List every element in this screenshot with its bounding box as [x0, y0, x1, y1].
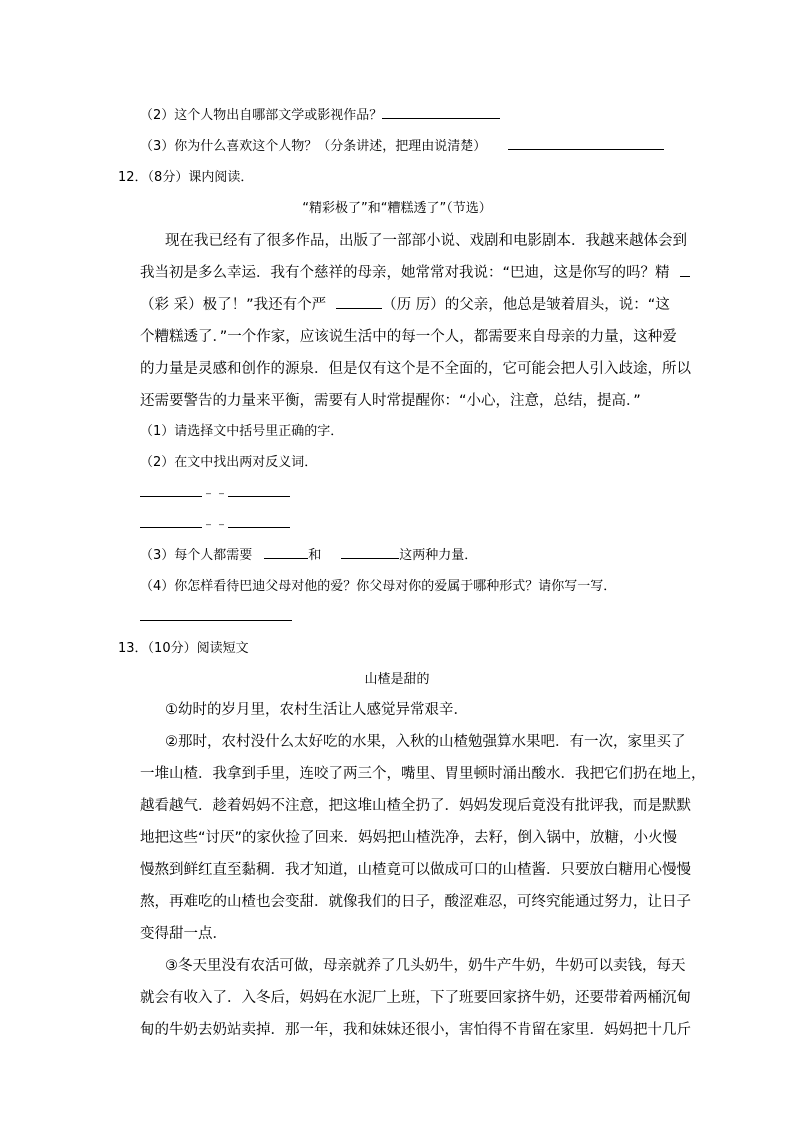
answer-blank[interactable] — [680, 262, 690, 277]
q12-title: “精彩极了”和“糟糕透了”（节选） — [302, 201, 492, 216]
antonym-pair-2: ﹣﹣ — [140, 513, 290, 532]
q13-paragraph-line: 一堆山楂．我拿到手里，连咬了两三个，嘴里、胃里顿时涌出酸水．我把它们扔在地上， — [140, 766, 706, 782]
q13-paragraph-line: ③冬天里没有农活可做，母亲就养了几头奶牛，奶牛产牛奶，牛奶可以卖钱，每天 — [165, 958, 686, 974]
q11-sub2: （2）这个人物出自哪部文学或影视作品？ — [140, 104, 500, 123]
q12-paragraph-line: （彩 采）极了！”我还有个严 （历 厉）的父亲，他总是皱着眉头，说：“这 — [140, 293, 670, 314]
q13-header: 13．（10分）阅读短文 — [118, 641, 249, 656]
q11-sub3: （3）你为什么喜欢这个人物？（分条讲述，把理由说清楚） — [140, 135, 664, 154]
answer-blank[interactable] — [228, 513, 290, 528]
q13-paragraph-line: 熬，再难吃的山楂也会变甜．就像我们的日子，酸涩难忍，可终究能通过努力，让日子 — [140, 894, 691, 910]
q13-paragraph-line: 变得甜一点． — [140, 926, 227, 942]
answer-blank[interactable] — [228, 482, 290, 497]
q13-title: 山楂是甜的 — [364, 672, 430, 687]
q12-paragraph-line: 我当初是多么幸运．我有个慈祥的母亲，她常常对我说：“巴迪，这是你写的吗？精 — [140, 261, 690, 282]
q12-paragraph-line: 现在我已经有了很多作品，出版了一部部小说、戏剧和电影剧本．我越来越体会到 — [165, 233, 687, 249]
q12-sub1: （1）请选择文中括号里正确的字． — [140, 424, 344, 439]
answer-blank[interactable] — [341, 544, 399, 559]
answer-blank[interactable] — [264, 544, 308, 559]
q13-paragraph-line: 慢熬到鲜红直至黏稠．我才知道，山楂竟可以做成可口的山楂酱．只要放白糖用心慢慢 — [140, 862, 691, 878]
antonym-pair-1: ﹣﹣ — [140, 482, 290, 501]
q12-sub3: （3）每个人都需要 和 这两种力量． — [140, 544, 477, 563]
q12-header: 12．（8分）课内阅读． — [118, 170, 254, 185]
q12-paragraph-line: 的力量是灵感和创作的源泉．但是仅有这个是不全面的，它可能会把人引入歧途，所以 — [140, 361, 691, 377]
answer-blank[interactable] — [140, 620, 292, 621]
q13-paragraph-line: ①幼时的岁月里，农村生活让人感觉异常艰辛． — [165, 702, 468, 718]
q12-sub2: （2）在文中找出两对反义词． — [140, 455, 318, 470]
answer-blank[interactable] — [382, 104, 500, 119]
q12-sub4: （4）你怎样看待巴迪父母对他的爱？你父母对你的爱属于哪种形式？请你写一写． — [140, 579, 617, 594]
q12-paragraph-line: 个糟糕透了．”一个作家，应该说生活中的每一个人，都需要来自母亲的力量，这种爱 — [140, 329, 677, 345]
q12-paragraph-line: 还需要警告的力量来平衡，需要有人时常提醒你：“小心，注意，总结，提高．” — [140, 393, 641, 409]
answer-blank[interactable] — [140, 482, 202, 497]
q13-paragraph-line: 地把这些“讨厌”的家伙捡了回来．妈妈把山楂洗净，去籽，倒入锅中，放糖，小火慢 — [140, 830, 678, 846]
answer-blank[interactable] — [140, 513, 202, 528]
answer-blank[interactable] — [508, 135, 664, 150]
answer-blank[interactable] — [336, 294, 382, 309]
q13-paragraph-line: 甸的牛奶去奶站卖掉．那一年，我和妹妹还很小，害怕得不肯留在家里．妈妈把十几斤 — [140, 1022, 691, 1038]
q13-paragraph-line: ②那时，农村没什么太好吃的水果，入秋的山楂勉强算水果吧．有一次，家里买了 — [165, 734, 686, 750]
q13-paragraph-line: 就会有收入了．入冬后，妈妈在水泥厂上班，下了班要回家挤牛奶，还要带着两桶沉甸 — [140, 990, 691, 1006]
q13-paragraph-line: 越看越气．趁着妈妈不注意，把这堆山楂全扔了．妈妈发现后竟没有批评我，而是默默 — [140, 798, 691, 814]
